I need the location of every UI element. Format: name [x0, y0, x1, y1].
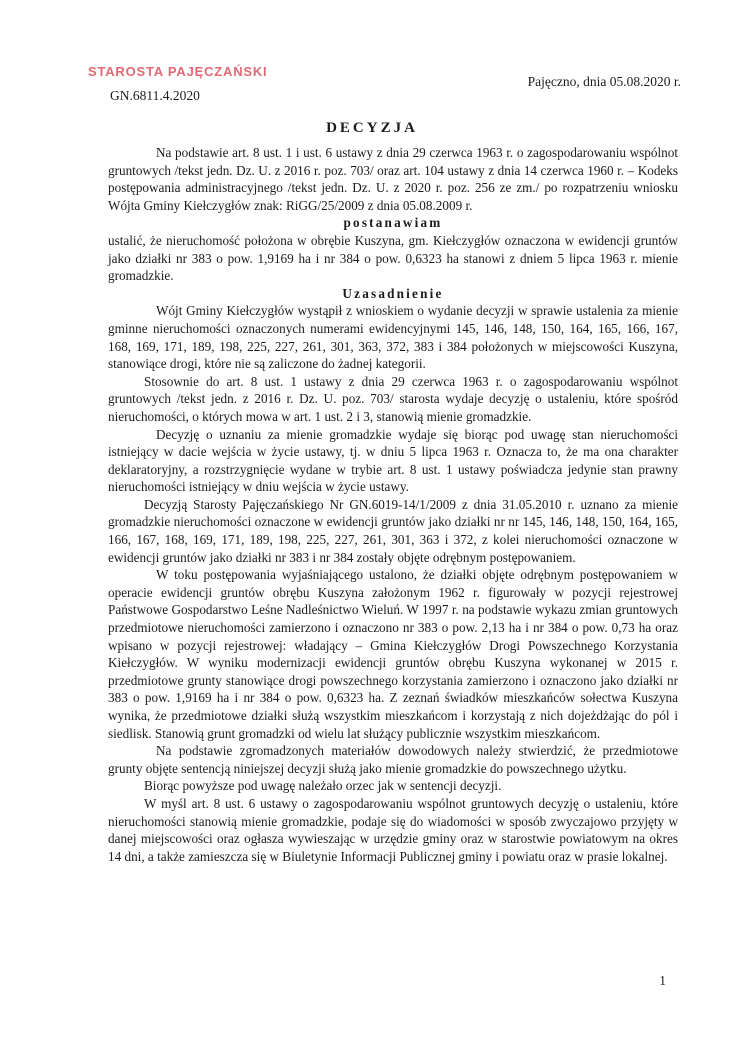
justification-paragraph: W toku postępowania wyjaśniającego ustalono, że działki objęte odrębnym postępowaniem w operacie ewidencji gruntów obrębu Kuszyna założonym 1962 r. figurowały w pozycji rejestrowej Państwowe Gospodarstwo Leśne Nadleśnictwo Wieluń. W 1997 r. na podstawie wykazu zmian gruntowych przedmiotowe nieruchomości zamierzono i oznaczono nr 383 o pow. 2,13 ha i nr 384 o pow. 0,73 ha oraz wpisano w pozycji rejestrowej: władający – Gmina Kiełczygłów Drogi Powszechnego Korzystania Kiełczygłów. W wyniku modernizacji ewidencji gruntów obrębu Kuszyna wykonanej w 2015 r. przedmiotowe grunty stanowiące drogi powszechnego korzystania zamierzono i oznaczono jako działki nr 383 o pow. 1,9169 ha i nr 384 o pow. 0,6323 ha. Z zeznań świadków mieszkańców sołectwa Kuszyna wynika, że przedmiotowe działki służą wszystkim mieszkańcom i korzystają z nich dojeżdżając do pól i siedlisk. Stanowią grunt gromadzki od wielu lat służący publicznie wszystkim mieszkańcom.	[108, 567, 678, 741]
decision-paragraph: ustalić, że nieruchomość położona w obrębie Kuszyna, gm. Kiełczygłów oznaczona w ewidencji gruntów jako działki nr 383 o pow. 1,9169 ha i nr 384 o pow. 0,6323 ha stanowi z dniem 5 lipca 1963 r. mienie gromadzkie.	[108, 232, 678, 284]
page-number: 1	[659, 973, 666, 988]
justification-paragraph: Wójt Gminy Kiełczygłów wystąpił z wnioskiem o wydanie decyzji w sprawie ustalenia za mienie gminne nieruchomości oznaczonych numerami ewidencyjnymi 145, 146, 148, 150, 164, 165, 166, 167, 168, 169, 171, 189, 198, 225, 227, 261, 301, 363, 372, 383 i 384 położonych w miejscowości Kuszyna, stanowiące drogi, które nie są zaliczone do żadnej kategorii.	[108, 303, 678, 372]
justification-paragraph: Decyzją Starosty Pajęczańskiego Nr GN.6019-14/1/2009 z dnia 31.05.2010 r. uznano za mienie gromadzkie nieruchomości oznaczone w ewidencji gruntów jako działki nr nr 145, 146, 148, 150, 164, 165, 166, 167, 168, 169, 171, 189, 198, 225, 227, 261, 301, 363 i 372, z kolei nieruchomości oznaczone w ewidencji gruntów jako działki nr 383 i nr 384 zostały objęte odrębnym postępowaniem.	[108, 496, 678, 565]
justification-paragraph: W myśl art. 8 ust. 6 ustawy o zagospodarowaniu wspólnot gruntowych decyzję o ustaleniu, które nieruchomości stanowią mienie gromadzkie, podaje się do wiadomości w sposób zwyczajowo przyjęty w danej miejscowości oraz ogłasza wywieszając w urzędzie gminy oraz w starostwie powiatowym na okres 14 dni, a także zamieszcza się w Biuletynie Informacji Publicznej gminy i powiatu oraz w prasie lokalnej.	[108, 795, 678, 864]
document-title: DECYZJA	[326, 120, 418, 136]
justification-paragraph: Na podstawie zgromadzonych materiałów dowodowych należy stwierdzić, że przedmiotowe grunty objęte sentencją niniejszej decyzji służą jako mienie gromadzkie do powszechnego użytku.	[108, 743, 678, 776]
justification-paragraph: Decyzję o uznaniu za mienie gromadzkie wydaje się biorąc pod uwagę stan nieruchomości istniejący w dacie wejścia w życie ustawy, tj. w dniu 5 lipca 1963 r. Oznacza to, że ma ona charakter deklaratoryjny, a rozstrzygnięcie wydane w trybie art. 8 ust. 1 ustawy poświadcza jedynie stan prawny nieruchomości istniejący w dniu wejścia w życie ustawy.	[108, 426, 678, 495]
justification-paragraph: Stosownie do art. 8 ust. 1 ustawy z dnia 29 czerwca 1963 r. o zagospodarowaniu wspólnot gruntowych /tekst jedn. z 2016 r. Dz. U. poz. 703/ starosta wydaje decyzję o ustaleniu, które spośród nieruchomości, o których mowa w art. 1 ust. 2 i 3, stanowią mienie gromadzkie.	[108, 373, 678, 424]
justification-heading: Uzasadnienie	[342, 285, 444, 301]
case-reference: GN.6811.4.2020	[110, 88, 200, 103]
office-stamp: STAROSTA PAJĘCZAŃSKI	[88, 64, 268, 79]
document-body	[108, 144, 678, 865]
decision-heading: postanawiam	[343, 215, 443, 231]
justification-paragraph: Biorąc powyższe pod uwagę należało orzec jak w sentencji decyzji.	[144, 778, 502, 794]
legal-basis-paragraph: Na podstawie art. 8 ust. 1 i ust. 6 ustawy z dnia 29 czerwca 1963 r. o zagospodarowaniu wspólnot gruntowych /tekst jedn. Dz. U. z 2016 r. poz. 703/ oraz art. 104 ustawy z dnia 14 czerwca 1960 r. – Kodeks postępowania administracyjnego /tekst jedn. Dz. U. z 2020 r. poz. 256 ze zm./ po rozpatrzeniu wniosku Wójta Gminy Kiełczygłów znak: RiGG/25/2009 z dnia 05.08.2009 r.	[108, 145, 678, 213]
place-and-date: Pajęczno, dnia 05.08.2020 r.	[527, 74, 681, 89]
